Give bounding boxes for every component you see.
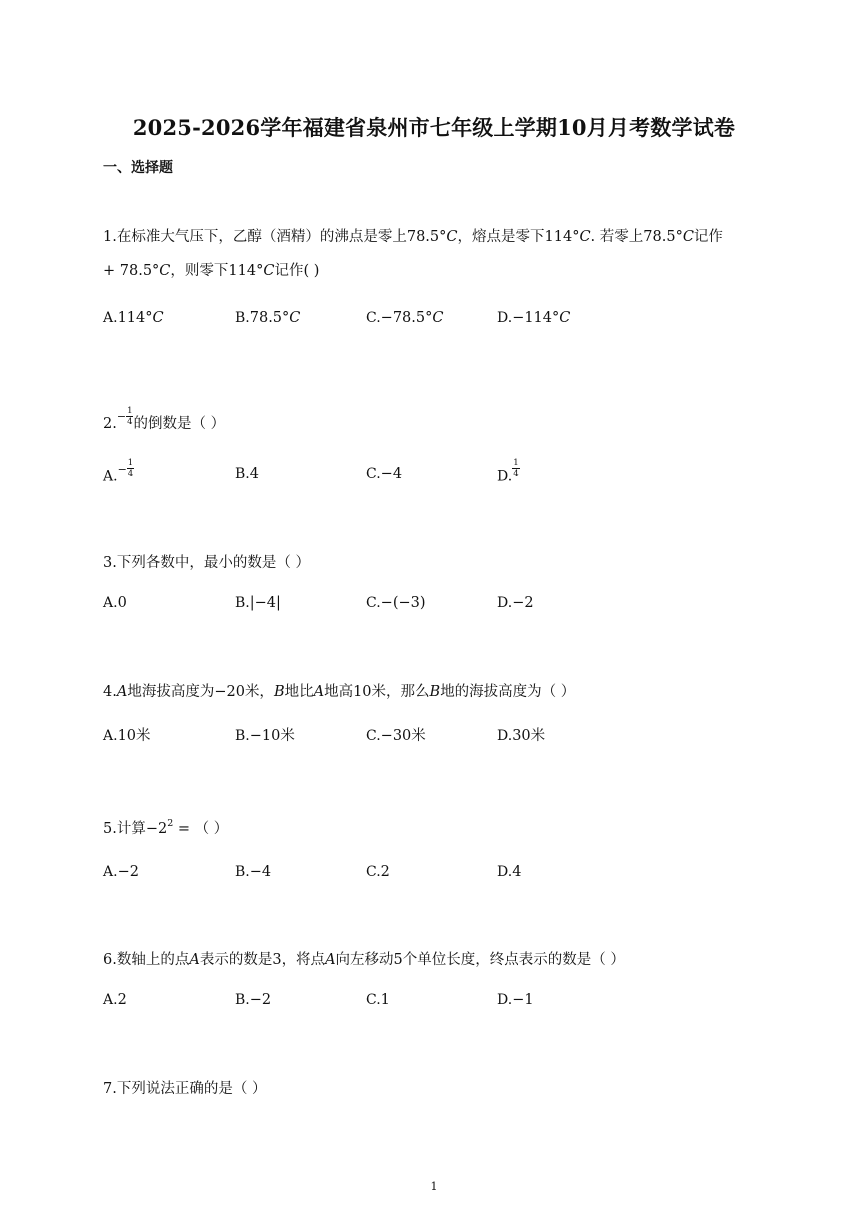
text: 数轴上的点 [116, 952, 190, 968]
math: A [116, 684, 128, 700]
math: A [189, 952, 200, 968]
math-exponent: 2 [167, 818, 174, 829]
option-4c[interactable] [366, 724, 426, 745]
question-number: 2. [103, 416, 117, 432]
fraction-denominator: 4 [127, 469, 134, 479]
math: °C [145, 310, 164, 326]
math: °C [282, 310, 301, 326]
option-value: −2 [117, 864, 139, 880]
option-5c[interactable] [366, 864, 390, 880]
option-value: 114 [117, 310, 146, 326]
option-letter: C. [366, 595, 381, 611]
fraction-numerator: 1 [513, 458, 519, 468]
option-6c[interactable] [366, 992, 390, 1008]
fraction [127, 458, 134, 479]
text: ，则零下 [170, 263, 229, 279]
option-2a[interactable] [103, 458, 134, 487]
math: °C [552, 310, 571, 326]
option-letter: C. [366, 864, 381, 880]
math: 78.5 [643, 229, 676, 245]
option-letter: B. [235, 728, 250, 744]
option-letter: D. [497, 468, 513, 485]
question-1-line-2 [103, 254, 319, 288]
math: 5 [393, 952, 403, 968]
question-number: 4. [103, 684, 117, 700]
option-value: |−4| [249, 595, 281, 611]
option-letter: B. [235, 992, 250, 1008]
option-2c[interactable] [366, 466, 402, 482]
option-letter: D. [497, 595, 513, 611]
option-value: 2 [380, 864, 390, 880]
text: 表示的数是 [199, 952, 273, 968]
fraction [512, 458, 519, 479]
option-letter: D. [497, 728, 513, 744]
option-letter: C. [366, 992, 381, 1008]
option-value: 78.5 [249, 310, 283, 326]
option-value: 2 [117, 992, 127, 1008]
math: °C [572, 229, 591, 245]
option-6b[interactable] [235, 992, 271, 1008]
text: 记作 [693, 229, 723, 245]
option-value: −78.5 [380, 310, 426, 326]
text: 的倒数是（ ） [133, 416, 226, 432]
option-value: −30米 [380, 728, 426, 744]
math: °C [425, 310, 444, 326]
text: 地的海拔高度为（ ） [440, 684, 576, 700]
option-letter: A. [103, 468, 118, 485]
text: . 若零上 [590, 229, 644, 245]
math: 10 [353, 684, 372, 700]
option-value: −4 [249, 864, 272, 880]
question-3 [103, 551, 310, 572]
question-5 [103, 817, 228, 838]
math: −20 [214, 684, 245, 700]
question-number: 7. [103, 1081, 117, 1097]
page-title: 2025-2026学年福建省泉州市七年级上学期10月月考数学试卷 [132, 115, 736, 140]
fraction-denominator: 4 [513, 469, 519, 479]
option-value: 0 [117, 595, 127, 611]
text: ，将点 [281, 952, 326, 968]
option-value: −2 [249, 992, 272, 1008]
math: A [313, 684, 325, 700]
option-4a[interactable] [103, 724, 151, 745]
math: −2 [145, 821, 168, 837]
math: °C [152, 263, 171, 279]
option-letter: C. [366, 466, 381, 482]
option-value: −4 [380, 466, 403, 482]
math: °C [439, 229, 458, 245]
math: 3 [272, 952, 282, 968]
option-2b[interactable] [235, 466, 259, 482]
question-7 [103, 1077, 266, 1098]
option-letter: D. [497, 992, 513, 1008]
text: 记作( ) [274, 263, 320, 279]
option-letter: B. [235, 466, 250, 482]
option-letter: A. [103, 595, 118, 611]
option-value: −10米 [249, 728, 295, 744]
option-value: 4 [512, 864, 522, 880]
option-6d[interactable] [497, 992, 534, 1008]
text: 在标准大气压下，乙醇（酒精）的沸点是零上 [116, 229, 407, 245]
option-letter: B. [235, 310, 250, 326]
question-number: 3. [103, 555, 117, 571]
option-2d[interactable] [497, 458, 520, 487]
option-6a[interactable] [103, 992, 127, 1008]
section-heading: 一、选择题 [103, 160, 173, 176]
option-value: −114 [512, 310, 553, 326]
question-number: 1. [103, 229, 117, 245]
text: 计算 [116, 821, 146, 837]
math: °C [675, 229, 694, 245]
option-3d[interactable] [497, 595, 534, 611]
option-3b[interactable] [235, 595, 281, 611]
option-value: −1 [512, 992, 534, 1008]
question-number: 5. [103, 821, 117, 837]
text: 地海拔高度为 [127, 684, 215, 700]
text: 米， [244, 684, 274, 700]
option-letter: C. [366, 728, 381, 744]
option-value: 1 [380, 992, 390, 1008]
fraction-numerator: 1 [127, 405, 133, 416]
math: − [117, 462, 127, 476]
option-letter: A. [103, 310, 118, 326]
option-value: −(−3) [380, 595, 426, 611]
option-4b[interactable] [235, 724, 295, 745]
text: ，熔点是零下 [457, 229, 545, 245]
fraction [126, 406, 133, 427]
option-value: 30米 [512, 728, 546, 744]
fraction-numerator: 1 [127, 458, 134, 468]
math: 78.5 [406, 229, 440, 245]
math: B [273, 684, 285, 700]
text: 米，那么 [371, 684, 430, 700]
option-4d[interactable] [497, 724, 545, 745]
option-letter: A. [103, 992, 118, 1008]
option-5d[interactable] [497, 864, 521, 880]
text: 向左移动 [335, 952, 394, 968]
math: 114 [544, 229, 573, 245]
question-4 [103, 680, 575, 701]
question-2 [103, 405, 226, 435]
math: + 78.5 [103, 263, 153, 279]
option-letter: C. [366, 310, 381, 326]
option-letter: B. [235, 864, 250, 880]
math: °C [256, 263, 275, 279]
math: A [325, 952, 336, 968]
option-3a[interactable] [103, 595, 127, 611]
option-letter: D. [497, 310, 513, 326]
option-1d[interactable] [497, 310, 570, 326]
option-letter: A. [103, 864, 118, 880]
option-letter: A. [103, 728, 118, 744]
option-value: −2 [512, 595, 534, 611]
text: 下列说法正确的是（ ） [116, 1081, 267, 1097]
question-1-line-1 [103, 220, 723, 254]
text: 下列各数中，最小的数是（ ） [116, 555, 310, 571]
page-number: 1 [430, 1180, 438, 1193]
option-value: 10米 [117, 728, 151, 744]
math: 114 [228, 263, 257, 279]
text: 地高 [324, 684, 354, 700]
option-1c[interactable] [366, 310, 443, 326]
text: 地比 [284, 684, 314, 700]
math: − [116, 410, 127, 423]
text: = （ ） [173, 821, 229, 837]
question-number: 6. [103, 952, 117, 968]
option-5b[interactable] [235, 864, 271, 880]
math: B [429, 684, 441, 700]
question-6 [103, 948, 625, 969]
option-5a[interactable] [103, 864, 139, 880]
option-1a[interactable] [103, 310, 164, 326]
option-1b[interactable] [235, 310, 300, 326]
fraction-denominator: 4 [127, 416, 133, 427]
option-letter: B. [235, 595, 250, 611]
text: 个单位长度，终点表示的数是（ ） [402, 952, 625, 968]
option-3c[interactable] [366, 595, 426, 611]
option-letter: D. [497, 864, 513, 880]
option-value: 4 [249, 466, 259, 482]
